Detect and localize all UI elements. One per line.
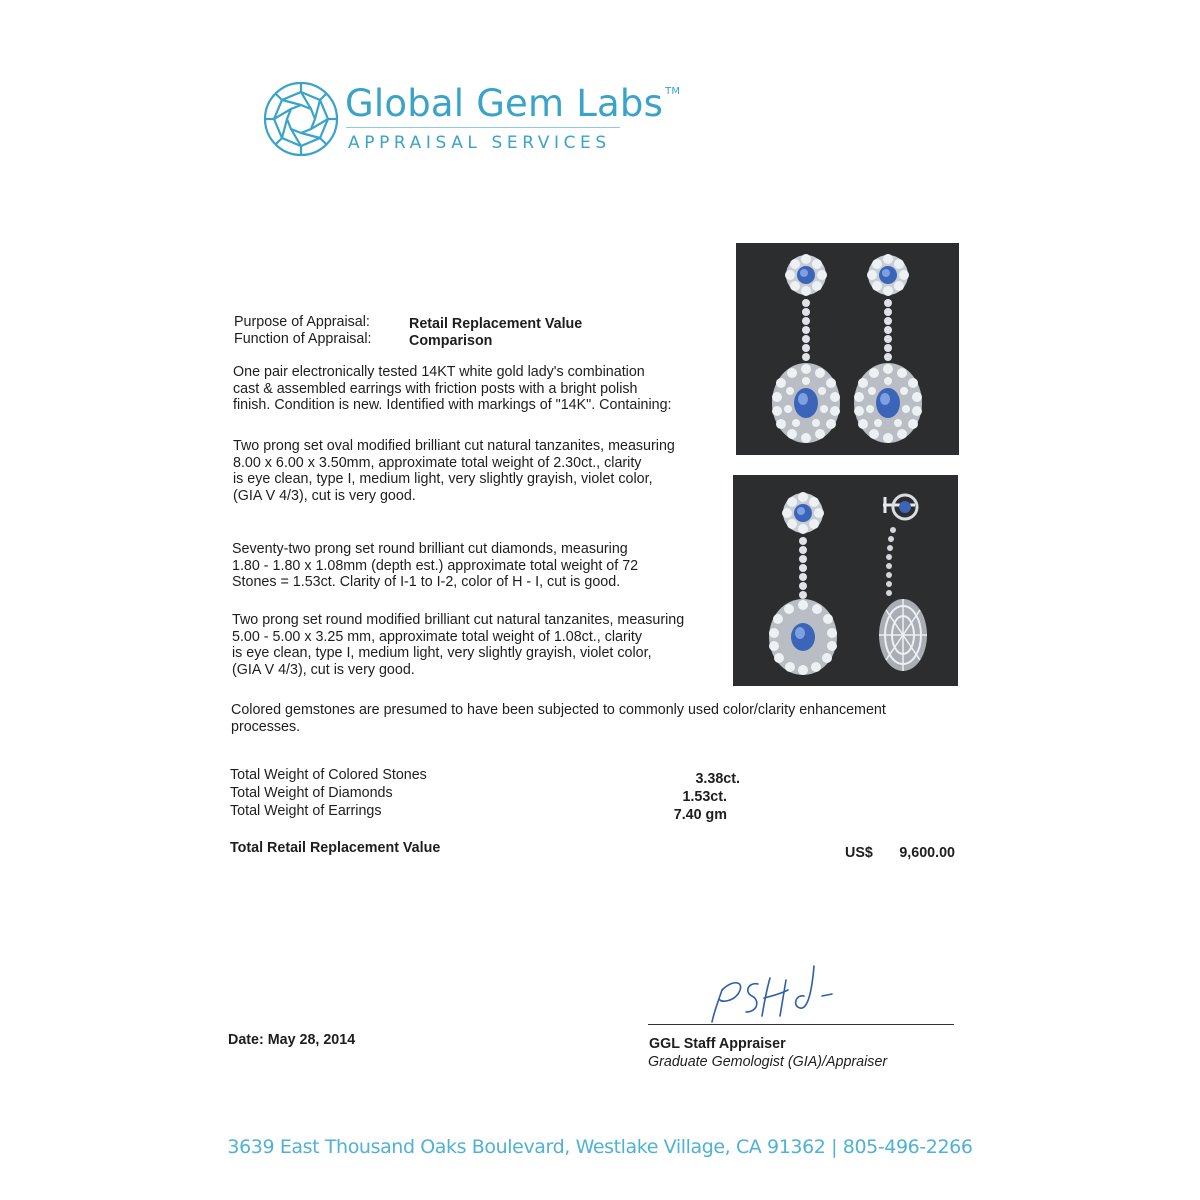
function-label: Function of Appraisal: xyxy=(234,331,372,347)
earrings-front-illustration xyxy=(736,243,959,455)
appraiser-credential: Graduate Gemologist (GIA)/Appraiser xyxy=(648,1054,888,1070)
total-diamonds-value: 1.53ct. xyxy=(682,789,727,805)
total-earrings-label: Total Weight of Earrings xyxy=(230,803,382,819)
brand-name: Global Gem Labs ™ xyxy=(345,82,681,125)
description-line: Stones = 1.53ct. Clarity of I-1 to I-2, color of H - I, cut is good. xyxy=(232,574,621,590)
brand-subtitle: APPRAISAL SERVICES xyxy=(348,133,611,153)
purpose-value: Retail Replacement Value xyxy=(409,316,583,332)
description-line: Seventy-two prong set round brilliant cut diamonds, measuring xyxy=(232,541,628,557)
description-line: 8.00 x 6.00 x 3.50mm, approximate total weight of 2.30ct., clarity xyxy=(233,454,642,471)
trademark-mark: TM xyxy=(665,86,681,97)
logo-divider xyxy=(346,127,620,128)
description-line: is eye clean, type I, medium light, very slightly grayish, violet color, xyxy=(233,471,653,487)
description-line: 1.80 - 1.80 x 1.08mm (depth est.) approximate total weight of 72 xyxy=(232,557,639,574)
earrings-front-photo xyxy=(736,243,959,455)
enhancement-note xyxy=(231,702,886,735)
description-line: is eye clean, type I, medium light, very slightly grayish, violet color, xyxy=(232,645,652,661)
total-colored-stones-value: 3.38ct. xyxy=(695,771,740,787)
appraiser-title: GGL Staff Appraiser xyxy=(649,1036,786,1052)
description-line: (GIA V 4/3), cut is very good. xyxy=(232,661,415,678)
total-value-label: Total Retail Replacement Value xyxy=(230,840,441,856)
note-line: processes. xyxy=(231,718,301,735)
total-colored-stones-label: Total Weight of Colored Stones xyxy=(230,767,427,783)
note-line: Colored gemstones are presumed to have been subjected to commonly used color/clarity enhancement xyxy=(231,702,886,718)
total-earrings-value: 7.40 gm xyxy=(673,807,727,823)
description-line: cast & assembled earrings with friction posts with a bright polish xyxy=(233,380,638,397)
description-line: (GIA V 4/3), cut is very good. xyxy=(233,487,416,504)
description-line: finish. Condition is new. Identified with markings of "14K". Containing: xyxy=(233,397,672,413)
total-value-currency: US$ xyxy=(845,845,873,861)
appraisal-date: Date: May 28, 2014 xyxy=(228,1032,356,1048)
total-diamonds-label: Total Weight of Diamonds xyxy=(230,785,393,801)
footer-address: 3639 East Thousand Oaks Boulevard, Westlake Village, CA 91362 | 805-496-2266 xyxy=(227,1136,973,1158)
description-line: One pair electronically tested 14KT white gold lady's combination xyxy=(233,364,645,380)
description-line: Two prong set oval modified brilliant cut natural tanzanites, measuring xyxy=(233,438,675,454)
purpose-label: Purpose of Appraisal: xyxy=(234,314,370,330)
description-line: 5.00 - 5.00 x 3.25 mm, approximate total weight of 1.08ct., clarity xyxy=(232,628,643,645)
earrings-side-photo xyxy=(733,475,958,686)
tanzanite-oval-description xyxy=(233,438,675,504)
tanzanite-round-description xyxy=(232,612,684,678)
total-value-amount: 9,600.00 xyxy=(899,845,955,861)
gem-logo-icon xyxy=(262,80,340,158)
signature-line xyxy=(648,1024,954,1025)
description-line: Two prong set round modified brilliant cut natural tanzanites, measuring xyxy=(232,612,685,628)
function-value: Comparison xyxy=(409,333,493,349)
diamond-description xyxy=(232,541,638,591)
earrings-side-illustration xyxy=(733,475,958,686)
item-description xyxy=(233,364,672,414)
appraiser-signature xyxy=(700,960,840,1028)
